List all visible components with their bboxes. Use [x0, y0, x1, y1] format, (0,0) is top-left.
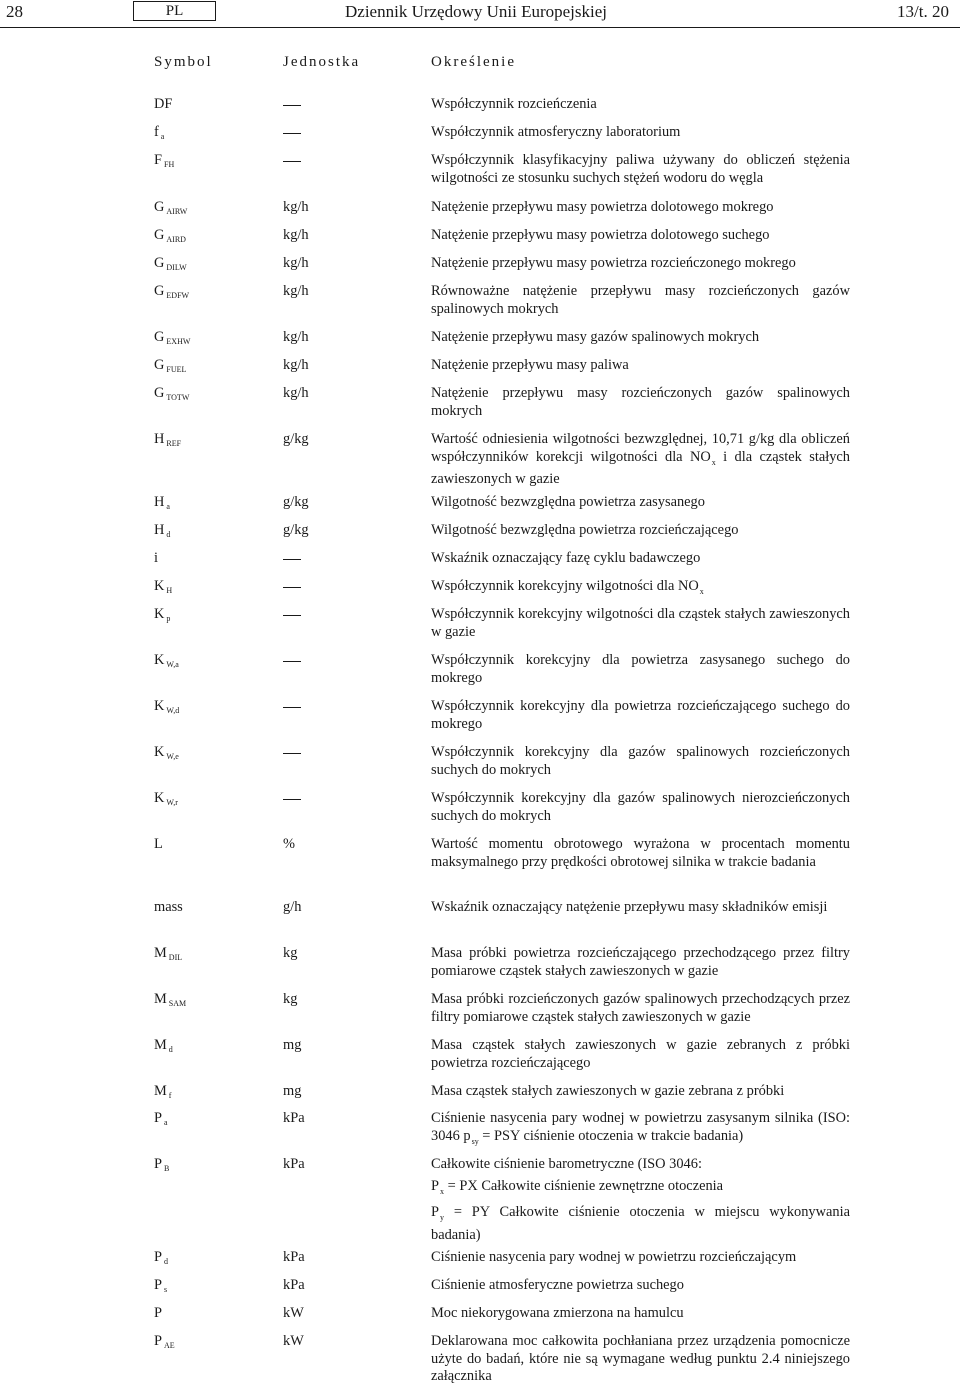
column-header-symbol: Symbol: [154, 54, 213, 70]
definition-cell: [431, 1305, 850, 1323]
symbol-cell: [154, 1037, 173, 1059]
unit-cell: g/h: [283, 899, 302, 915]
definition-text: Współczynnik korekcyjny wilgotności dla cząstek stałych zawieszonych w gazie: [431, 606, 850, 640]
definition-cell: [431, 199, 850, 217]
unit-cell: g/kg: [283, 494, 309, 510]
symbol-base: K: [154, 652, 165, 668]
symbol-subscript: d: [164, 1257, 169, 1266]
unit-cell: kg/h: [283, 283, 309, 299]
definition-text: Wskaźnik oznaczający fazę cyklu badawczego: [431, 550, 701, 566]
symbol-cell: [154, 522, 170, 544]
symbol-base: G: [154, 283, 165, 299]
definition-cell: [431, 431, 850, 489]
journal-title: Dziennik Urzędowy Unii Europejskiej: [345, 2, 608, 21]
symbol-base: DF: [154, 96, 173, 112]
definition-text: Masa cząstek stałych zawieszonych w gazie zebrana z próbki: [431, 1083, 785, 1099]
definition-cell: [431, 899, 850, 917]
definition-cell: [431, 1333, 850, 1386]
definition-cell: [431, 744, 850, 779]
unit-cell: g/kg: [283, 431, 309, 447]
definition-subscript: x: [699, 587, 704, 596]
unit-cell: kg: [283, 945, 298, 961]
definition-cell: [431, 283, 850, 318]
symbol-cell: [154, 698, 179, 720]
definition-cell: [431, 991, 850, 1026]
definition-text: Natężenie przepływu masy gazów spalinowych mokrych: [431, 329, 760, 345]
symbol-cell: [154, 1249, 168, 1271]
symbol-base: M: [154, 945, 167, 961]
issue-number: 13/t. 20: [897, 2, 949, 21]
symbol-cell: [154, 899, 183, 917]
symbol-subscript: W,r: [166, 798, 178, 807]
symbol-subscript: EXHW: [166, 337, 191, 346]
symbol-subscript: AIRD: [166, 235, 186, 244]
symbol-subscript: s: [164, 1285, 168, 1294]
symbol-subscript: p: [166, 614, 171, 623]
definition-text: Równoważne natężenie przepływu masy rozcieńczonych gazów spalinowych mokrych: [431, 283, 850, 317]
definition-text: Współczynnik rozcieńczenia: [431, 96, 597, 112]
symbol-base: L: [154, 836, 163, 852]
definition-cell: [431, 522, 850, 540]
symbol-subscript: a: [164, 1118, 168, 1127]
column-header-unit: Jednostka: [283, 54, 361, 70]
symbol-cell: [154, 385, 189, 407]
unit-cell: kg/h: [283, 329, 309, 345]
symbol-cell: [154, 550, 158, 568]
definition-text: Współczynnik klasyfikacyjny paliwa używany do obliczeń stężenia wilgotności ze stosunku suchych stężeń wodoru do węgla: [431, 152, 850, 186]
symbol-cell: [154, 652, 179, 674]
definition-subscript: y: [440, 1213, 445, 1223]
definition-cell: [431, 357, 850, 375]
symbol-cell: [154, 1156, 169, 1178]
definition-cell: [431, 606, 850, 641]
definition-text: Ciśnienie atmosferyczne powietrza suchego: [431, 1277, 684, 1293]
unit-cell: g/kg: [283, 522, 309, 538]
unit-cell: kW: [283, 1333, 304, 1349]
symbol-cell: [154, 606, 170, 628]
unit-cell: kg/h: [283, 227, 309, 243]
definition-cell: [431, 385, 850, 420]
symbol-cell: [154, 494, 170, 516]
definition-text: Współczynnik korekcyjny dla powietrza rozcieńczającego suchego do mokrego: [431, 698, 850, 732]
symbol-cell: [154, 790, 178, 812]
symbol-cell: [154, 1277, 167, 1299]
definition-text: Wartość momentu obrotowego wyrażona w procentach momentu maksymalnego przy prędkości obrotowej silnika w trakcie badania: [431, 836, 850, 870]
symbol-cell: [154, 152, 174, 174]
definition-text: Ciśnienie nasycenia pary wodnej w powietrzu rozcieńczającym: [431, 1249, 797, 1265]
symbol-base: G: [154, 199, 165, 215]
symbol-cell: [154, 227, 186, 249]
symbol-base: P: [154, 1110, 163, 1126]
symbol-base: P: [154, 1249, 163, 1265]
definition-cell: [431, 1037, 850, 1072]
symbol-cell: [154, 1110, 168, 1132]
symbol-base: G: [154, 385, 165, 401]
symbol-base: P: [154, 1333, 163, 1349]
symbol-cell: [154, 578, 172, 600]
definition-subline: [431, 1204, 850, 1244]
symbol-base: P: [154, 1305, 163, 1321]
symbol-cell: [154, 255, 187, 277]
symbol-base: F: [154, 152, 163, 168]
definition-text: Natężenie przepływu masy paliwa: [431, 357, 629, 373]
symbol-subscript: AIRW: [166, 207, 188, 216]
definition-cell: [431, 945, 850, 980]
symbol-subscript: DIL: [168, 953, 183, 962]
symbol-base: M: [154, 1083, 167, 1099]
symbol-base: K: [154, 578, 165, 594]
symbol-base: G: [154, 255, 165, 271]
definition-text: Współczynnik korekcyjny wilgotności dla NO: [431, 578, 699, 594]
symbol-cell: [154, 836, 163, 854]
symbol-base: G: [154, 329, 165, 345]
definition-cell: [431, 1110, 850, 1150]
definition-text: Masa próbki rozcieńczonych gazów spalinowych przechodzących przez filtry pomiarowe cząstek stałych zawieszonych w gazie: [431, 991, 850, 1025]
page-number: 28: [6, 2, 23, 21]
symbol-base: mass: [154, 899, 183, 915]
symbol-subscript: TOTW: [166, 393, 190, 402]
symbol-base: H: [154, 522, 165, 538]
symbol-base: K: [154, 698, 165, 714]
symbol-subscript: SAM: [168, 999, 187, 1008]
header-rule: [0, 27, 960, 28]
definition-text: P: [431, 1204, 440, 1221]
definition-cell: [431, 494, 850, 512]
symbol-base: i: [154, 550, 158, 566]
definition-cell: [431, 578, 850, 601]
symbol-cell: [154, 96, 172, 114]
symbol-subscript: AE: [164, 1341, 175, 1350]
definition-cell: [431, 790, 850, 825]
definition-cell: [431, 1249, 850, 1267]
definition-text: Masa próbki powietrza rozcieńczającego przechodzącego przez filtry pomiarowe cząstek stałych zawieszonych w gazie: [431, 945, 850, 979]
definition-text: Wilgotność bezwzględna powietrza zasysanego: [431, 494, 705, 510]
definition-text: = PX Całkowite ciśnienie zewnętrzne otoczenia: [444, 1177, 724, 1194]
definition-text: Współczynnik korekcyjny dla gazów spalinowych rozcieńczonych suchych do mokrych: [431, 744, 850, 778]
definition-cell: [431, 227, 850, 245]
symbol-cell: [154, 991, 186, 1013]
symbol-subscript: d: [168, 1045, 173, 1054]
language-code-box: PL: [133, 1, 216, 21]
symbol-cell: [154, 124, 164, 146]
unit-cell: kg/h: [283, 199, 309, 215]
definition-text: Wskaźnik oznaczający natężenie przepływu masy składników emisji: [431, 899, 828, 915]
symbol-subscript: W,a: [166, 660, 179, 669]
definition-text: Wartość odniesienia wilgotności bezwzględnej, 10,71 g/kg dla obliczeń współczynników korekcji wilgotności dla NO: [431, 431, 850, 465]
symbol-cell: [154, 431, 181, 453]
definition-cell: [431, 152, 850, 187]
page-header: [0, 0, 960, 28]
definition-text: Deklarowana moc całkowita pochłaniana przez urządzenia pomocnicze użyte do badań, które nie są wymagane według punktu 2.4 niniejszego załącznika: [431, 1333, 850, 1385]
definition-cell: [431, 652, 850, 687]
definition-cell: [431, 1156, 850, 1244]
definition-text: Masa cząstek stałych zawieszonych w gazie zebranych z próbki powietrza rozcieńczającego: [431, 1037, 850, 1071]
symbol-base: G: [154, 227, 165, 243]
definition-text: P: [431, 1177, 440, 1194]
symbol-base: P: [154, 1156, 163, 1172]
definition-cell: [431, 550, 850, 568]
unit-cell: %: [283, 836, 295, 852]
symbol-subscript: W,e: [166, 752, 179, 761]
symbol-base: P: [154, 1277, 163, 1293]
symbol-subscript: W,d: [166, 706, 180, 715]
definition-text: = PY Całkowite ciśnienie otoczenia w miejscu wykonywania badania): [431, 1204, 850, 1243]
unit-cell: mg: [283, 1037, 302, 1053]
symbol-subscript: H: [166, 586, 173, 595]
unit-cell: kPa: [283, 1110, 305, 1126]
definition-subscript: x: [711, 457, 716, 467]
definition-text: Współczynnik korekcyjny dla gazów spalinowych nierozcieńczonych suchych do mokrych: [431, 790, 850, 824]
definition-text: Moc niekorygowana zmierzona na hamulcu: [431, 1305, 684, 1321]
definition-cell: [431, 124, 850, 142]
definition-subline: [431, 1178, 850, 1201]
definition-text: Natężenie przepływu masy powietrza dolotowego mokrego: [431, 199, 774, 215]
unit-cell: kg/h: [283, 357, 309, 373]
symbol-subscript: a: [166, 502, 170, 511]
symbol-subscript: B: [164, 1164, 170, 1173]
definition-cell: [431, 836, 850, 871]
symbol-base: K: [154, 606, 165, 622]
symbol-cell: [154, 1305, 162, 1323]
definition-text: Wilgotność bezwzględna powietrza rozcieńczającego: [431, 522, 739, 538]
symbol-subscript: d: [166, 530, 171, 539]
definition-text: Całkowite ciśnienie barometryczne (ISO 3046:: [431, 1156, 702, 1172]
definition-text: Natężenie przepływu masy rozcieńczonych gazów spalinowych mokrych: [431, 385, 850, 419]
symbol-base: M: [154, 1037, 167, 1053]
definition-text: Natężenie przepływu masy powietrza dolotowego suchego: [431, 227, 770, 243]
symbol-cell: [154, 329, 190, 351]
definition-text: Natężenie przepływu masy powietrza rozcieńczonego mokrego: [431, 255, 796, 271]
symbol-cell: [154, 283, 189, 305]
definition-cell: [431, 1277, 850, 1295]
symbol-cell: [154, 357, 186, 379]
unit-cell: kPa: [283, 1277, 305, 1293]
definition-text: i dla cząstek stałych zawieszonych w gazie: [431, 448, 850, 488]
definition-cell: [431, 1083, 850, 1101]
symbol-subscript: REF: [166, 439, 182, 448]
symbol-base: f: [154, 124, 159, 140]
definition-cell: [431, 96, 850, 114]
symbol-subscript: f: [168, 1091, 172, 1100]
symbol-subscript: DILW: [166, 263, 187, 272]
symbol-base: M: [154, 991, 167, 1007]
symbol-subscript: EDFW: [166, 291, 190, 300]
definition-subscript: x: [440, 1186, 445, 1196]
symbol-cell: [154, 199, 187, 221]
unit-cell: kPa: [283, 1156, 305, 1172]
symbol-cell: [154, 1333, 175, 1355]
unit-cell: mg: [283, 1083, 302, 1099]
symbol-cell: [154, 1083, 171, 1105]
definition-text: Współczynnik korekcyjny dla powietrza zasysanego suchego do mokrego: [431, 652, 850, 686]
symbol-base: K: [154, 790, 165, 806]
unit-cell: kg/h: [283, 255, 309, 271]
definition-text: Ciśnienie nasycenia pary wodnej w powietrzu zasysanym silnika (ISO: 3046 p: [431, 1110, 850, 1144]
symbol-base: H: [154, 494, 165, 510]
column-header-definition: Określenie: [431, 54, 516, 70]
symbol-subscript: FH: [164, 160, 175, 169]
definition-cell: [431, 255, 850, 273]
unit-cell: kPa: [283, 1249, 305, 1265]
symbol-base: G: [154, 357, 165, 373]
symbol-subscript: FUEL: [166, 365, 187, 374]
definition-text: = PSY ciśnienie otoczenia w trakcie badania): [478, 1127, 744, 1144]
unit-cell: kg/h: [283, 385, 309, 401]
symbol-base: K: [154, 744, 165, 760]
symbol-subscript: a: [160, 132, 165, 141]
unit-cell: kW: [283, 1305, 304, 1321]
definition-cell: [431, 698, 850, 733]
symbol-cell: [154, 744, 179, 766]
definition-subscript: sy: [471, 1136, 479, 1146]
symbol-cell: [154, 945, 182, 967]
definition-text: Współczynnik atmosferyczny laboratorium: [431, 124, 681, 140]
unit-cell: kg: [283, 991, 298, 1007]
symbol-base: H: [154, 431, 165, 447]
definition-cell: [431, 329, 850, 347]
